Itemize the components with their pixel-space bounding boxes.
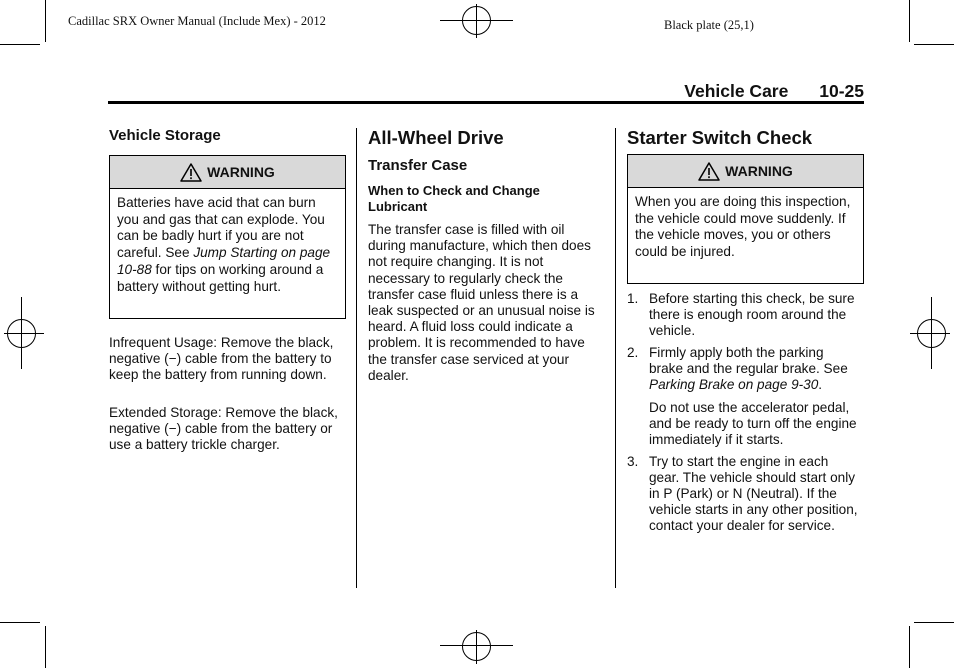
warning-header (110, 156, 345, 189)
list-item: 2. Firmly apply both the parking brake and the regular brake. See Parking Brake on page 9-30. Do not use the accelerator pedal, and be ready to turn off the engine immediately if it starts. (627, 345, 859, 448)
heading-starter-switch-check: Starter Switch Check (627, 127, 813, 148)
warning-text: When you are doing this inspection, the vehicle could move suddenly. If the vehicle moves, you or others could be injured. (635, 194, 851, 260)
plate-label: Black plate (25,1) (664, 18, 754, 32)
list-item: 1. Before starting this check, be sure there is enough room around the vehicle. (627, 291, 855, 338)
heading-transfer-case: Transfer Case (368, 157, 468, 174)
warning-triangle-icon (180, 163, 202, 182)
crop-mark (914, 622, 954, 623)
column-divider (615, 128, 616, 588)
steps-list (627, 291, 859, 540)
paragraph-extended-storage: Extended Storage: Remove the black, negative (−) cable from the battery or use a battery trickle charger. (109, 405, 338, 453)
crop-mark (45, 0, 46, 42)
heading-all-wheel-drive: All-Wheel Drive (368, 127, 504, 148)
warning-triangle-icon (698, 162, 720, 181)
warning-header (628, 155, 863, 188)
column-divider (356, 128, 357, 588)
paragraph-transfer-case: The transfer case is filled with oil during manufacture, which then does not require changing. It is not necessary to regularly check the transfer case fluid unless there is a leak suspected or an unusual noise is heard. A fluid loss could indicate a problem. It is recommended to have the transfer case serviced at your dealer. (368, 222, 595, 383)
crop-mark (0, 44, 40, 45)
cross-reference: Jump Starting on page 10-88 (117, 245, 331, 277)
heading-vehicle-storage: Vehicle Storage (109, 127, 221, 144)
warning-label: WARNING (725, 163, 793, 179)
paragraph-infrequent-usage: Infrequent Usage: Remove the black, negative (−) cable from the battery to keep the battery from running down. (109, 335, 334, 383)
doc-title: Cadillac SRX Owner Manual (Include Mex) - 2012 (68, 14, 326, 28)
step-note: Do not use the accelerator pedal, and be ready to turn off the engine immediately if it starts. (649, 400, 857, 447)
warning-label: WARNING (207, 164, 275, 180)
warning-text: Batteries have acid that can burn you and gas that can explode. You can be badly hurt if you are not careful. See Jump Starting on page 10-88 for tips on working around a battery without getting hurt. (117, 195, 331, 294)
cross-reference: Parking Brake on page 9-30 (649, 377, 819, 392)
crop-mark (914, 44, 954, 45)
warning-box (109, 155, 346, 319)
crop-mark (45, 626, 46, 668)
crop-mark (909, 0, 910, 42)
page-number: 10-25 (819, 81, 864, 101)
running-head (600, 81, 864, 102)
header-rule (108, 101, 864, 104)
crop-mark (909, 626, 910, 668)
warning-box (627, 154, 864, 284)
crop-mark (0, 622, 40, 623)
section-title: Vehicle Care (684, 81, 789, 101)
list-item: 3. Try to start the engine in each gear. The vehicle should start only in P (Park) or N (Neutral). If the vehicle starts in any other position, contact your dealer for service. (627, 454, 858, 533)
heading-when-to-check: When to Check and Change Lubricant (368, 183, 540, 214)
